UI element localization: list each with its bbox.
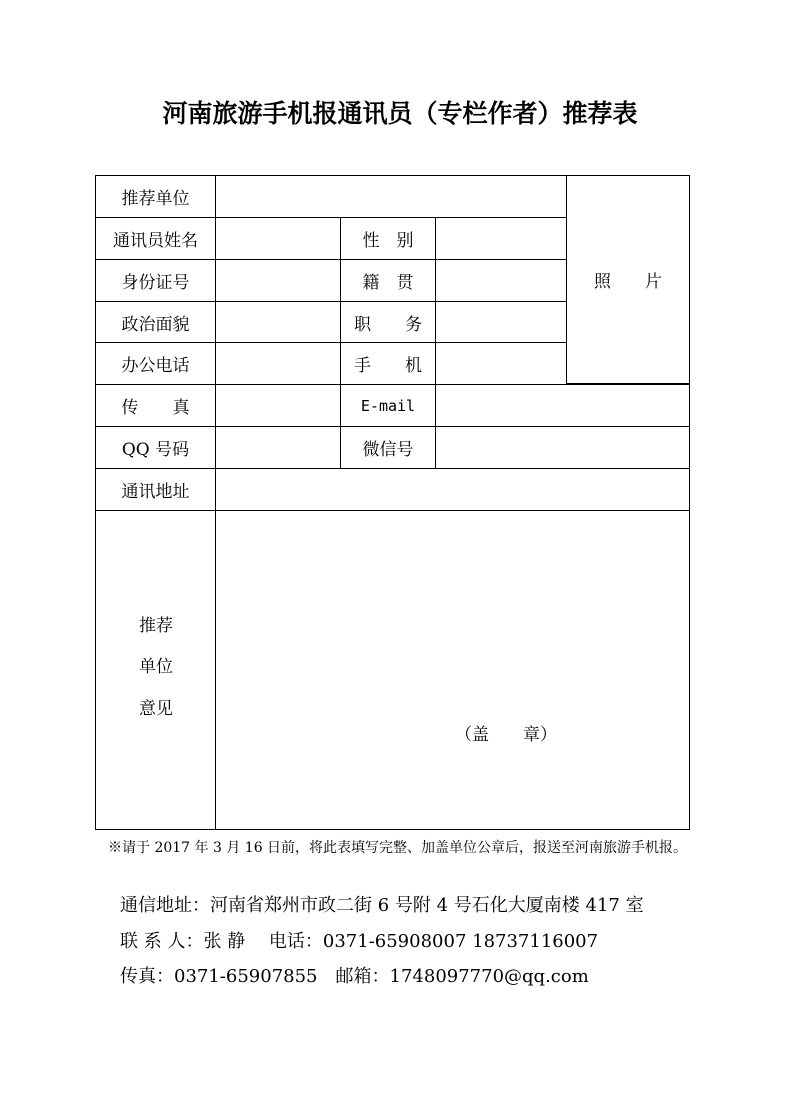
opinion-line-1: 推荐 <box>139 616 173 636</box>
field-name[interactable] <box>215 217 341 260</box>
contact-fax-email: 传真：0371-65907855 邮箱：1748097770@qq.com <box>120 966 589 987</box>
field-fax[interactable] <box>215 384 341 427</box>
label-qq: QQ 号码 <box>95 426 216 469</box>
label-name: 通讯员姓名 <box>95 217 216 260</box>
field-mobile[interactable] <box>435 342 567 385</box>
opinion-line-2: 单位 <box>139 657 173 677</box>
label-email: E-mail <box>340 384 436 427</box>
field-office-phone[interactable] <box>215 342 341 385</box>
photo-box[interactable]: 照 片 <box>566 175 690 384</box>
label-gender: 性 别 <box>340 217 436 260</box>
field-wechat[interactable] <box>435 426 690 469</box>
contact-person: 联 系 人：张 静 电话：0371-65908007 18737116007 <box>120 931 599 952</box>
field-qq[interactable] <box>215 426 341 469</box>
label-id: 身份证号 <box>95 259 216 302</box>
field-email[interactable] <box>435 384 690 427</box>
label-wechat: 微信号 <box>340 426 436 469</box>
field-gender[interactable] <box>435 217 567 260</box>
label-mobile: 手 机 <box>340 342 436 385</box>
field-address[interactable] <box>215 468 690 511</box>
field-opinion[interactable] <box>215 510 690 830</box>
label-address: 通讯地址 <box>95 468 216 511</box>
label-unit: 推荐单位 <box>95 175 216 218</box>
opinion-line-3: 意见 <box>139 699 173 719</box>
note: ※请于 2017 年 3 月 16 日前，将此表填写完整、加盖单位公章后，报送至河南旅游手机报。 <box>108 840 688 856</box>
label-origin: 籍 贯 <box>340 259 436 302</box>
field-id[interactable] <box>215 259 341 302</box>
label-office-phone: 办公电话 <box>95 342 216 385</box>
seal-label: （盖 章） <box>455 725 557 745</box>
field-origin[interactable] <box>435 259 567 302</box>
field-unit[interactable] <box>215 175 567 218</box>
page-title: 河南旅游手机报通讯员（专栏作者）推荐表 <box>162 99 638 128</box>
contact-address: 通信地址：河南省郑州市政二街 6 号附 4 号石化大厦南楼 417 室 <box>120 895 644 916</box>
field-political[interactable] <box>215 301 341 343</box>
label-political: 政治面貌 <box>95 301 216 343</box>
field-position[interactable] <box>435 301 567 343</box>
label-fax: 传 真 <box>95 384 216 427</box>
label-position: 职 务 <box>340 301 436 343</box>
